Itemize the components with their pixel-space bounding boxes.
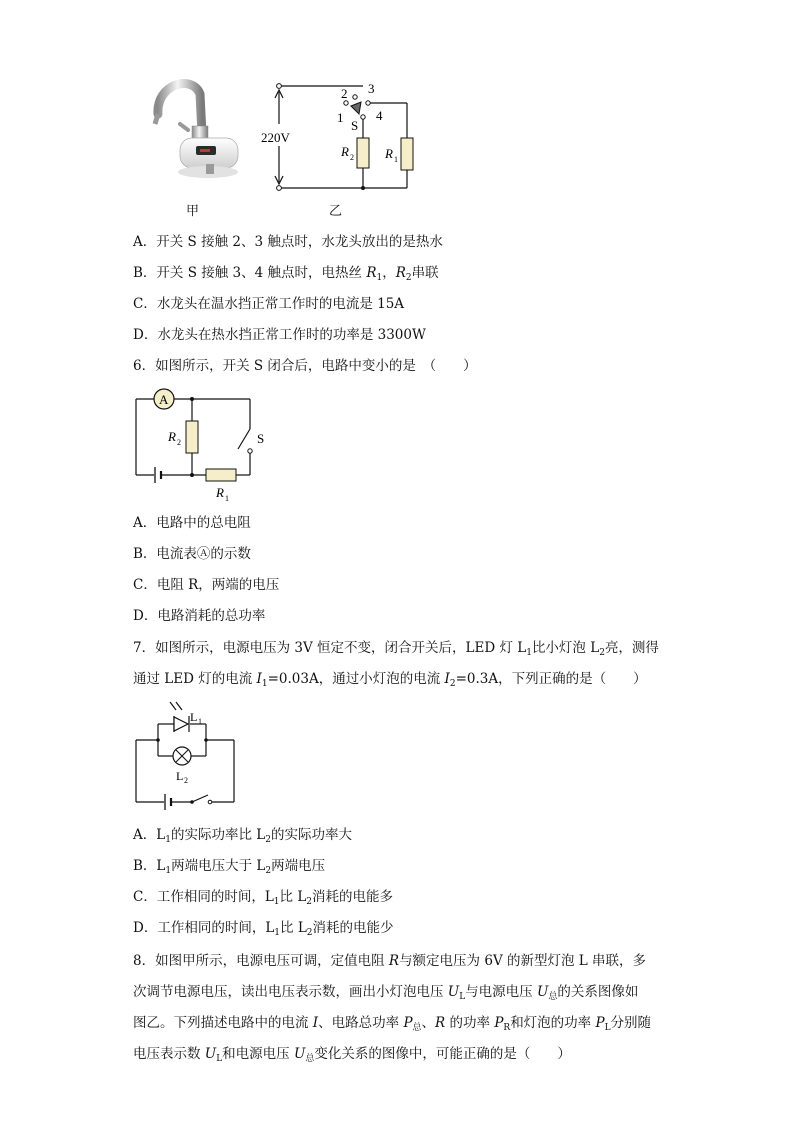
- figure-caption-jia: 甲: [186, 204, 200, 219]
- contact-4-label: 4: [376, 108, 383, 123]
- l1-subscript: 1: [198, 717, 202, 726]
- l2-subscript: 2: [184, 776, 188, 785]
- r1-subscript: 1: [394, 155, 398, 164]
- q5-option-d: D．水龙头在热水挡正常工作时的功率是 3300W: [133, 327, 426, 343]
- l2-label: L: [176, 769, 184, 783]
- r2-label: R: [341, 144, 349, 159]
- q8-stem-line1: 8．如图甲所示，电源电压可调，定值电阻 R与额定电压为 6V 的新型灯泡 L 串联，多: [133, 953, 647, 969]
- q6-r1-subscript: 1: [225, 494, 229, 503]
- q6-r2-subscript: 2: [177, 438, 181, 447]
- q8-stem-line3: 图乙。下列描述电路中的电流 I、电路总功率 $P_总$、R 的功率 $P_R$和灯泡的功率 $P_L$分别随: [133, 1015, 652, 1033]
- q6-option-d: D．电路消耗的总功率: [133, 608, 266, 624]
- q7-stem-line2: 通过 LED 灯的电流 $I_1=0.03A$，通过小灯泡的电流 $I_2=0.3A$，下列正确的是（ ）: [133, 671, 647, 689]
- contact-3-label: 3: [368, 81, 375, 96]
- faucet-image: [140, 72, 250, 192]
- ammeter-a-label: A: [159, 392, 169, 407]
- contact-1-label: 1: [337, 110, 344, 125]
- q5-option-c: C．水龙头在温水挡正常工作时的电流是 15A: [133, 296, 405, 312]
- q6-switch-label: S: [257, 431, 265, 446]
- switch-s-label: S: [351, 118, 359, 133]
- r1-label: R: [385, 146, 393, 161]
- circuit-diagram-yi: [255, 76, 420, 201]
- q6-r2-label: R: [168, 429, 176, 444]
- q6-r1-label: R: [216, 485, 224, 500]
- q7-stem-line1: 7．如图所示，电源电压为 3V 恒定不变，闭合开关后，LED 灯 $L_1$比小灯泡 $L_2$亮，测得: [133, 640, 659, 658]
- voltage-label: 220V: [261, 130, 290, 145]
- q5-option-a: A．开关 S 接触 2、3 触点时，水龙头放出的是热水: [133, 234, 443, 250]
- q7-circuit-diagram: [130, 700, 240, 810]
- q8-stem-line2: 次调节电源电压，读出电压表示数，画出小灯泡电压 $U_L$与电源电压 $U_总$的关系图像如: [133, 984, 639, 1002]
- figure-caption-yi: 乙: [329, 204, 343, 219]
- q7-option-c: C．工作相同的时间，$L_1$比 $L_2$消耗的电能多: [133, 889, 394, 907]
- q6-option-b: B．电流表Ⓐ的示数: [133, 546, 251, 562]
- contact-2-label: 2: [341, 86, 348, 101]
- q5-option-b: B．开关 S 接触 3、4 触点时，电热丝 $R_1$，$R_2$串联: [133, 265, 439, 283]
- r2-subscript: 2: [350, 153, 354, 162]
- q7-option-d: D．工作相同的时间，$L_1$比 $L_2$消耗的电能少: [133, 920, 394, 938]
- q7-option-a: A．$L_1$的实际功率比 $L_2$的实际功率大: [133, 827, 352, 845]
- q6-circuit-diagram: [128, 385, 278, 505]
- l1-label: L: [190, 710, 198, 724]
- q7-option-b: B．$L_1$两端电压大于 $L_2$两端电压: [133, 858, 326, 876]
- q6-stem: 6．如图所示，开关 S 闭合后，电路中变小的是 （ ）: [133, 358, 477, 374]
- q6-option-c: C．电阻 R，两端的电压: [133, 577, 280, 593]
- q8-stem-line4: 电压表示数 $U_L$和电源电压 $U_总$变化关系的图像中，可能正确的是（ ）: [133, 1046, 571, 1064]
- q6-option-a: A．电路中的总电阻: [133, 515, 251, 531]
